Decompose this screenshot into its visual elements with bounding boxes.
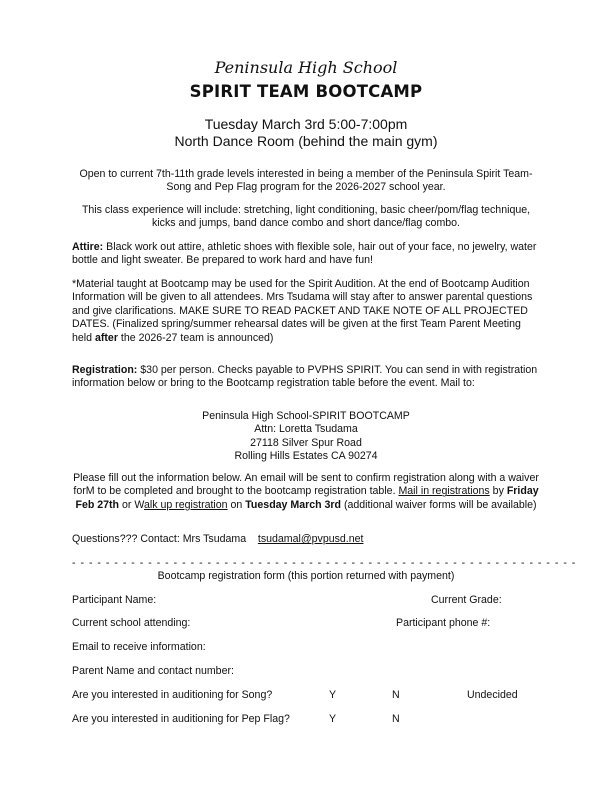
song-undecided-option[interactable]: Undecided (467, 689, 518, 701)
address-line-4: Rolling Hills Estates CA 90274 (234, 450, 378, 463)
material-note-emphasis: after (94, 331, 118, 344)
attire-paragraph (72, 241, 540, 268)
pep-flag-no-option[interactable]: N (392, 713, 400, 725)
attire-text: Black work out attire, athletic shoes with flexible sole, hair out of your face, no jewelry, water bottle and light sweater. Be prepared to work hard and have fun! (72, 241, 537, 267)
questions-contact (72, 533, 540, 546)
mail-in-deadline: Friday Feb 27th (75, 485, 539, 511)
participant-name-label: Participant Name: (72, 594, 157, 606)
event-date-time: Tuesday March 3rd 5:00-7:00pm (204, 116, 408, 132)
parent-contact-row (72, 665, 540, 678)
contact-email-link[interactable]: tsudamal@pvpusd.net (257, 533, 364, 545)
walk-up-date: Tuesday March 3rd (245, 498, 342, 511)
address-line-2: Attn: Loretta Tsudama (254, 423, 358, 436)
instructions-note: (additional waiver forms will be available) (341, 498, 537, 511)
email-info-label: Email to receive information: (72, 641, 206, 653)
parent-contact-label: Parent Name and contact number: (72, 665, 234, 677)
mail-in-registrations: Mail in registrations (398, 485, 490, 498)
pep-flag-yes-option[interactable]: Y (329, 713, 337, 725)
address-line-3: 27118 Silver Spur Road (250, 436, 362, 449)
pep-flag-audition-row (72, 713, 540, 726)
questions-label: Questions??? Contact: Mrs Tsudama (72, 533, 247, 545)
form-caption: Bootcamp registration form (this portion returned with payment) (157, 570, 455, 582)
registration-label: Registration: (72, 364, 138, 376)
pep-flag-question-label: Are you interested in auditioning for Pep Flag? (72, 713, 290, 725)
song-audition-row (72, 689, 540, 702)
event-location: North Dance Room (behind the main gym) (174, 133, 438, 149)
participant-phone-label: Participant phone #: (396, 617, 491, 629)
intro-class-content: This class experience will include: stretching, light conditioning, basic cheer/pom/flag technique, kicks and jumps, band dance combo and short dance/flag combo. (81, 204, 531, 230)
song-yes-option[interactable]: Y (329, 689, 337, 701)
registration-paragraph (72, 364, 540, 391)
instructions-connector-3: on (227, 498, 246, 511)
attire-label: Attire: (72, 241, 104, 253)
address-line-1: Peninsula High School-SPIRIT BOOTCAMP (202, 410, 410, 422)
email-row (72, 641, 540, 654)
song-question-label: Are you interested in auditioning for Song? (72, 689, 273, 701)
event-title: SPIRIT TEAM BOOTCAMP (189, 82, 423, 101)
participant-name-row (72, 594, 540, 607)
song-no-option[interactable]: N (392, 689, 400, 701)
registration-text: $30 per person. Checks payable to PVPHS SPIRIT. You can send in with registration information below or bring to the Bootcamp registration table before the event. Mail to: (72, 364, 538, 390)
instructions-connector-2: or W (119, 498, 144, 511)
current-school-row (72, 617, 540, 630)
instructions-paragraph (72, 472, 540, 512)
material-note-paragraph (72, 278, 540, 345)
intro-eligibility: Open to current 7th-11th grade levels interested in being a member of the Peninsula Spirit Team- Song and Pep Flag program for the 2026-2027 school year. (79, 168, 533, 194)
current-school-label: Current school attending: (72, 617, 191, 629)
material-note-text: *Material taught at Bootcamp may be used for the Spirit Audition. At the end of Bootcamp Audition Information will be given to all attendees. Mrs Tsudama will stay after to answer parental questions and give clarifications. MAKE SURE TO READ PACKET AND TAKE NOTE OF ALL PROJECTED DATES. (Finalized spring/summer rehearsal dates will be given at the first Team Parent Meeting held (72, 278, 533, 344)
material-note-text-end: the 2026-27 team is announced) (117, 331, 274, 344)
walk-up-registration: alk up registration (143, 498, 228, 511)
instructions-text: Please fill out the information below. An email will be sent to confirm registration along with a waiver forM to be completed and brought to the bootcamp registration table. (73, 472, 539, 498)
current-grade-label: Current Grade: (431, 594, 502, 606)
school-name: Peninsula High School (214, 58, 398, 77)
instructions-connector: by (489, 485, 507, 498)
cut-line-divider: - - - - - - - - - - - - - - - - - - - - - - - - - - - - - - - - - - - - - - - - - - - - - - - - - - - - - - - - - - - - (72, 557, 577, 569)
mailing-address (0, 410, 612, 464)
